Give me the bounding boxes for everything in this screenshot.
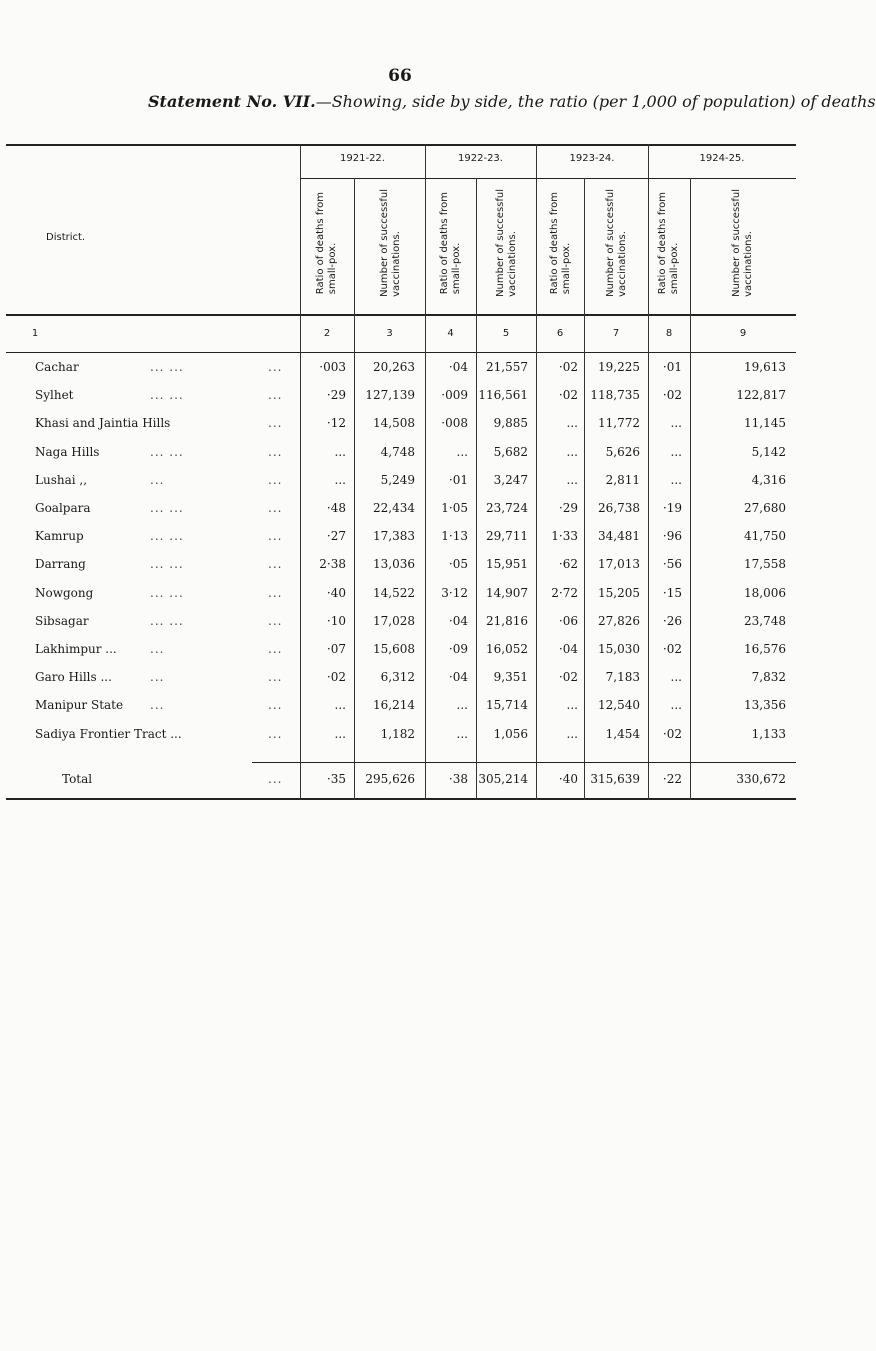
ratio-cell: ... [334,726,346,741]
vaccination-cell: 27,826 [598,613,640,628]
vaccination-cell: 13,036 [373,557,415,572]
vaccination-header [494,183,520,303]
vaccination-cell: 1,454 [605,726,640,741]
vaccination-cell: 15,030 [598,642,640,656]
district-name: Cachar [35,360,79,374]
leader-dots: ... ... [150,529,184,544]
ratio-cell: ·29 [326,388,346,403]
ratio-cell: ... [334,472,346,487]
district-name: Sylhet [35,388,74,403]
table-row [0,473,800,499]
vaccination-cell: 17,558 [744,557,786,572]
table-row [0,416,800,442]
ratio-cell: ... [456,444,468,459]
column-number: 2 [323,328,331,339]
vaccination-cell: 5,682 [493,444,528,459]
table-row [0,529,800,555]
column-number: 1 [31,328,39,339]
ratio-cell: ·35 [326,772,346,786]
ratio-cell: ·40 [326,585,346,600]
year-header: 1923-24. [569,153,615,164]
table-row [0,698,800,724]
leader-dots: ... [268,585,283,600]
column-number: 8 [665,328,673,339]
vaccination-header-text: Number of successful vaccinations. [731,189,754,297]
vaccination-cell: 14,522 [373,585,415,600]
ratio-cell: ... [566,726,578,741]
ratio-cell: ... [566,416,578,431]
vaccination-cell: 17,013 [598,557,640,572]
leader-dots: ... ... [150,613,184,628]
table-row [0,501,800,527]
district-name: Manipur State [35,698,124,713]
district-name: Lakhimpur ... [35,642,117,656]
ratio-header-text: Ratio of deaths from small-pox. [315,191,338,295]
ratio-header-text: Ratio of deaths from small-pox. [439,191,462,295]
ratio-cell: ... [566,444,578,459]
table-row [0,642,800,668]
page-number: 66 [388,66,412,86]
vaccination-cell: 295,626 [365,772,415,786]
table-row [0,557,800,583]
ratio-cell: ... [334,444,346,459]
ratio-cell: ·01 [448,472,468,487]
ratio-cell: ·27 [326,529,346,544]
ratio-cell: ... [670,698,682,713]
ratio-cell: ·02 [558,388,578,403]
ratio-cell: 3·12 [441,585,468,600]
table-row [0,388,800,414]
leader-dots: ... ... [150,585,184,600]
vaccination-cell: 122,817 [736,388,786,403]
ratio-cell: ·12 [326,416,346,431]
ratio-cell: ·19 [662,501,682,515]
ratio-cell: ·008 [441,416,468,431]
ratio-cell: ... [334,698,346,713]
ratio-cell: ·26 [662,613,682,628]
ratio-cell: ·04 [448,670,468,685]
top-rule [6,144,796,146]
bottom-rule [6,798,796,800]
leader-dots: ... [268,416,283,431]
vaccination-cell: 17,383 [373,529,415,544]
vaccination-header-text: Number of successful vaccinations. [379,189,402,297]
vaccination-cell: 16,052 [486,642,528,656]
vaccination-cell: 21,816 [486,613,528,628]
vaccination-cell: 315,639 [590,772,640,786]
vaccination-cell: 116,561 [478,388,528,403]
vaccination-header [730,183,756,303]
district-name: Kamrup [35,529,84,544]
ratio-cell: ... [670,472,682,487]
vaccination-cell: 9,351 [493,670,528,685]
table-row [0,727,800,753]
leader-dots: ... [268,670,283,685]
ratio-cell: ·02 [558,670,578,685]
leader-dots: ... [268,388,283,403]
total-label: Total [62,772,93,786]
ratio-cell: 2·38 [319,557,346,572]
leader-dots: ... ... [150,557,184,572]
leader-dots: ... ... [150,501,184,515]
table-caption [148,92,876,111]
ratio-cell: ... [566,472,578,487]
vaccination-cell: 118,735 [590,388,640,403]
column-number: 4 [447,328,454,339]
vaccination-cell: 4,316 [751,472,786,487]
ratio-cell: ·02 [662,388,682,403]
ratio-cell: 1·33 [551,529,578,544]
ratio-cell: ·05 [448,557,468,572]
vaccination-cell: 1,056 [493,726,528,741]
ratio-cell: ·04 [558,642,578,656]
vaccination-header [604,183,630,303]
leader-dots: ... [268,772,283,786]
year-header: 1924-25. [699,153,745,164]
leader-dots: ... [150,642,165,656]
leader-dots: ... ... [150,388,184,403]
vaccination-cell: 9,885 [493,416,528,431]
vaccination-cell: 22,434 [373,501,415,515]
ratio-header [656,183,682,303]
ratio-cell: ... [670,416,682,431]
vaccination-cell: 23,748 [744,613,786,628]
vaccination-cell: 5,142 [751,444,786,459]
ratio-header [438,183,464,303]
vaccination-cell: 23,724 [486,501,528,515]
total-top-rule [252,762,796,763]
vaccination-cell: 16,576 [744,642,786,656]
caption-text: —Showing, side by side, the ratio (per 1,000 of population) of deaths [315,92,876,111]
total-row [0,772,800,798]
vaccination-cell: 17,028 [373,613,415,628]
table-row [0,586,800,612]
ratio-cell: ·38 [448,772,468,786]
vaccination-cell: 305,214 [478,772,528,786]
ratio-cell: ·15 [662,585,682,600]
ratio-cell: ·96 [662,529,682,544]
ratio-cell: ·40 [558,772,578,786]
table-row [0,445,800,471]
vaccination-cell: 19,613 [744,360,786,374]
colnum-rule [6,352,796,353]
district-name: Goalpara [35,501,91,515]
column-number: 5 [502,328,510,339]
column-number: 6 [556,328,564,339]
vaccination-cell: 34,481 [598,529,640,544]
ratio-cell: ·02 [662,642,682,656]
leader-dots: ... [268,613,283,628]
vaccination-cell: 19,225 [598,360,640,374]
ratio-cell: ·003 [319,360,346,374]
ratio-cell: ... [670,670,682,685]
ratio-cell: ... [670,444,682,459]
vaccination-cell: 15,951 [486,557,528,572]
column-number: 7 [612,328,620,339]
ratio-cell: ... [566,698,578,713]
vaccination-cell: 16,214 [373,698,415,713]
vaccination-cell: 27,680 [744,501,786,515]
year-header: 1921-22. [340,153,385,164]
vaccination-cell: 7,832 [751,670,786,685]
vaccination-header-text: Number of successful vaccinations. [605,189,628,297]
ratio-cell: ·02 [558,360,578,374]
leader-dots: ... [268,642,283,656]
district-name: Khasi and Jaintia Hills [35,416,171,431]
ratio-cell: ·62 [558,557,578,572]
vaccination-header [378,183,404,303]
leader-dots: ... [268,444,283,459]
ratio-cell: ·09 [448,642,468,656]
ratio-cell: ·02 [662,726,682,741]
leader-dots: ... [150,698,165,713]
vaccination-cell: 5,626 [605,444,640,459]
ratio-cell: ·009 [441,388,468,403]
vaccination-cell: 29,711 [486,529,528,544]
vaccination-cell: 13,356 [744,698,786,713]
header-rule [6,314,796,316]
ratio-cell: ·06 [558,613,578,628]
vaccination-cell: 1,133 [751,726,786,741]
leader-dots: ... ... [150,444,184,459]
table-row [0,670,800,696]
year-rule [300,178,796,179]
table-row [0,614,800,640]
vaccination-cell: 2,811 [605,472,640,487]
vaccination-cell: 5,249 [380,472,415,487]
ratio-cell: ·56 [662,557,682,572]
ratio-header-text: Ratio of deaths from small-pox. [549,191,572,295]
ratio-cell: 1·13 [441,529,468,544]
leader-dots: ... ... [150,360,184,374]
leader-dots: ... [150,472,165,487]
ratio-cell: ·48 [326,501,346,515]
ratio-cell: ·29 [558,501,578,515]
table-row [0,360,800,386]
district-name: Nowgong [35,585,94,600]
district-name: Sadiya Frontier Tract ... [35,726,182,741]
district-name: Sibsagar [35,613,89,628]
vaccination-cell: 20,263 [373,360,415,374]
column-number: 3 [386,328,393,339]
ratio-cell: ·10 [326,613,346,628]
leader-dots: ... [268,726,283,741]
vaccination-header-text: Number of successful vaccinations. [495,189,518,297]
vaccination-cell: 7,183 [605,670,640,685]
ratio-cell: ... [456,726,468,741]
ratio-cell: ·22 [662,772,682,786]
ratio-cell: ·04 [448,360,468,374]
column-number: 9 [739,328,747,339]
vaccination-cell: 127,139 [365,388,415,403]
vaccination-cell: 21,557 [486,360,528,374]
district-name: Garo Hills ... [35,670,112,685]
vaccination-cell: 26,738 [598,501,640,515]
ratio-cell: ·04 [448,613,468,628]
vaccination-cell: 3,247 [493,472,528,487]
leader-dots: ... [268,698,283,713]
vaccination-cell: 14,907 [486,585,528,600]
vaccination-cell: 6,312 [380,670,415,685]
district-name: Darrang [35,557,86,572]
district-name: Naga Hills [35,444,100,459]
vaccination-cell: 11,145 [744,416,786,431]
ratio-cell: ·07 [326,642,346,656]
ratio-cell: 1·05 [441,501,468,515]
vaccination-cell: 15,608 [373,642,415,656]
leader-dots: ... [268,360,283,374]
ratio-cell: ·01 [662,360,682,374]
vaccination-cell: 15,714 [486,698,528,713]
leader-dots: ... [150,670,165,685]
ratio-cell: ·02 [326,670,346,685]
leader-dots: ... [268,501,283,515]
vaccination-cell: 15,205 [598,585,640,600]
ratio-header [314,183,340,303]
vaccination-cell: 12,540 [598,698,640,713]
ratio-header-text: Ratio of deaths from small-pox. [657,191,680,295]
vaccination-cell: 18,006 [744,585,786,600]
vaccination-cell: 4,748 [380,444,415,459]
caption-lead: Statement No. VII. [148,92,316,111]
year-header: 1922-23. [458,153,503,164]
ratio-cell: 2·72 [551,585,578,600]
vaccination-cell: 41,750 [744,529,786,544]
vaccination-cell: 14,508 [373,416,415,431]
ratio-header [548,183,574,303]
leader-dots: ... [268,529,283,544]
district-name: Lushai ,, [35,472,88,487]
leader-dots: ... [268,557,283,572]
district-header: District. [46,232,86,243]
leader-dots: ... [268,472,283,487]
vaccination-cell: 11,772 [598,416,640,431]
ratio-cell: ... [456,698,468,713]
vaccination-cell: 1,182 [380,726,415,741]
vaccination-cell: 330,672 [736,772,786,786]
